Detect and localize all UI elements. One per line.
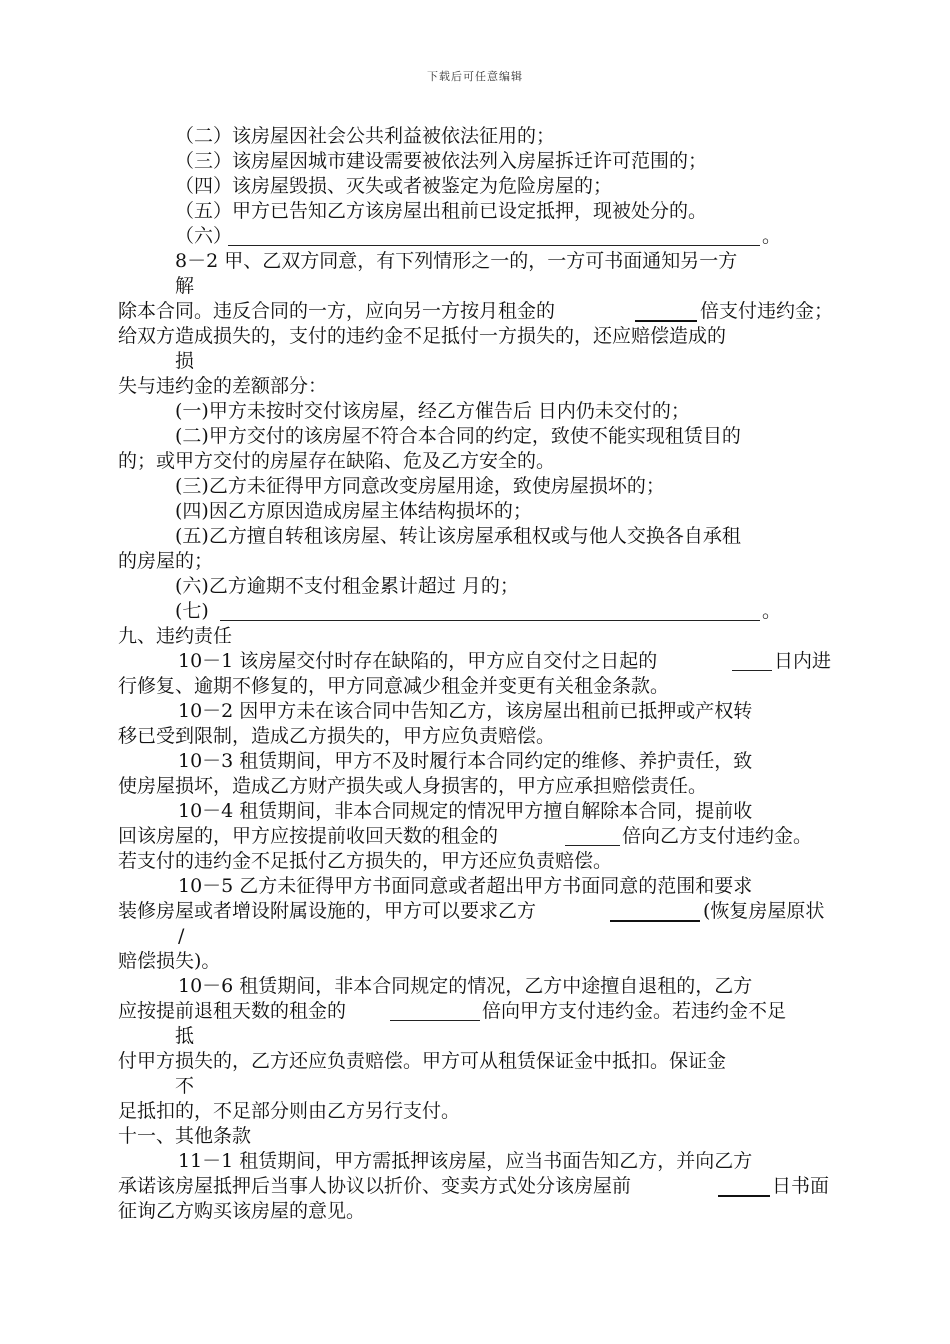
text-tail: 。: [762, 225, 782, 247]
blank-underline: [718, 1195, 770, 1197]
text-line: 的房屋的；: [118, 550, 214, 572]
text-line: 除本合同。违反合同的一方，应向另一方按月租金的: [118, 300, 556, 322]
text-line: （三）该房屋因城市建设需要被依法列入房屋拆迁许可范围的；: [175, 150, 708, 172]
text-line: 8－2 甲、乙双方同意，有下列情形之一的，一方可书面通知另一方: [175, 250, 738, 272]
text-line: （五）甲方已告知乙方该房屋出租前已设定抵押，现被处分的。: [175, 200, 708, 222]
text-tail: 倍向乙方支付违约金。: [622, 825, 813, 847]
blank-underline: [228, 245, 760, 246]
text-line: 移已受到限制，造成乙方损失的，甲方应负责赔偿。: [118, 725, 556, 747]
text-tail: 日内进: [774, 650, 832, 672]
text-line: 不: [175, 1075, 195, 1097]
text-line: (七): [175, 600, 209, 622]
text-line: 赔偿损失)。: [118, 950, 221, 972]
text-line: 若支付的违约金不足抵付乙方损失的，甲方还应负责赔偿。: [118, 850, 613, 872]
text-line: 10－2 因甲方未在该合同中告知乙方，该房屋出租前已抵押或产权转: [178, 700, 753, 722]
section-heading: 九、违约责任: [118, 625, 233, 647]
text-line: 付甲方损失的，乙方还应负责赔偿。甲方可从租赁保证金中抵扣。保证金: [118, 1050, 727, 1072]
text-line: 10－6 租赁期间，非本合同规定的情况，乙方中途擅自退租的，乙方: [178, 975, 753, 997]
text-tail: 倍支付违约金；: [700, 300, 834, 322]
text-line: （四）该房屋毁损、灭失或者被鉴定为危险房屋的；: [175, 175, 613, 197]
text-line: 行修复、逾期不修复的，甲方同意减少租金并变更有关租金条款。: [118, 675, 670, 697]
text-line: 解: [175, 275, 195, 297]
text-line: 征询乙方购买该房屋的意见。: [118, 1200, 366, 1222]
text-line: （六）: [175, 225, 233, 247]
blank-underline: [220, 620, 760, 621]
text-tail: 。: [762, 600, 782, 622]
text-line: (四)因乙方原因造成房屋主体结构损坏的；: [175, 500, 532, 522]
text-line: 10－5 乙方未征得甲方书面同意或者超出甲方书面同意的范围和要求: [178, 875, 753, 897]
text-line: (一)甲方未按时交付该房屋，经乙方催告后 日内仍未交付的；: [175, 400, 690, 422]
text-line: 承诺该房屋抵押后当事人协议以折价、变卖方式处分该房屋前: [118, 1175, 632, 1197]
text-line: 10－4 租赁期间，非本合同规定的情况甲方擅自解除本合同，提前收: [178, 800, 753, 822]
text-line: 10－3 租赁期间，甲方不及时履行本合同约定的维修、养护责任，致: [178, 750, 753, 772]
blank-underline: [565, 845, 620, 846]
text-tail: (恢复房屋原状: [703, 900, 825, 922]
text-line: 的；或甲方交付的房屋存在缺陷、危及乙方安全的。: [118, 450, 556, 472]
text-tail: 日书面: [772, 1175, 830, 1197]
blank-underline: [610, 920, 700, 922]
text-line: (三)乙方未征得甲方同意改变房屋用途，致使房屋损坏的；: [175, 475, 665, 497]
text-line: (五)乙方擅自转租该房屋、转让该房屋承租权或与他人交换各自承租: [175, 525, 741, 547]
text-line: 使房屋损坏，造成乙方财产损失或人身损害的，甲方应承担赔偿责任。: [118, 775, 708, 797]
text-line: 装修房屋或者增设附属设施的，甲方可以要求乙方: [118, 900, 537, 922]
text-line: 抵: [175, 1025, 195, 1047]
text-line: 11－1 租赁期间，甲方需抵押该房屋，应当书面告知乙方，并向乙方: [178, 1150, 753, 1172]
blank-underline: [635, 320, 697, 322]
text-line: 回该房屋的，甲方应按提前收回天数的租金的: [118, 825, 499, 847]
text-line: 失与违约金的差额部分：: [118, 375, 328, 397]
text-line: 应按提前退租天数的租金的: [118, 1000, 347, 1022]
text-line: 10－1 该房屋交付时存在缺陷的，甲方应自交付之日起的: [178, 650, 658, 672]
text-line: （二）该房屋因社会公共利益被依法征用的；: [175, 125, 556, 147]
section-heading: 十一、其他条款: [118, 1125, 252, 1147]
text-line: (二)甲方交付的该房屋不符合本合同的约定，致使不能实现租赁目的: [175, 425, 741, 447]
text-line: 足抵扣的，不足部分则由乙方另行支付。: [118, 1100, 461, 1122]
text-tail: 倍向甲方支付违约金。若违约金不足: [482, 1000, 787, 1022]
blank-underline: [390, 1020, 480, 1021]
text-line: (六)乙方逾期不支付租金累计超过 月的；: [175, 575, 519, 597]
text-line: /: [178, 925, 185, 947]
text-line: 给双方造成损失的，支付的违约金不足抵付一方损失的，还应赔偿造成的: [118, 325, 727, 347]
page-header: 下载后可任意编辑: [427, 70, 523, 83]
text-line: 损: [175, 350, 195, 372]
blank-underline: [732, 670, 772, 671]
